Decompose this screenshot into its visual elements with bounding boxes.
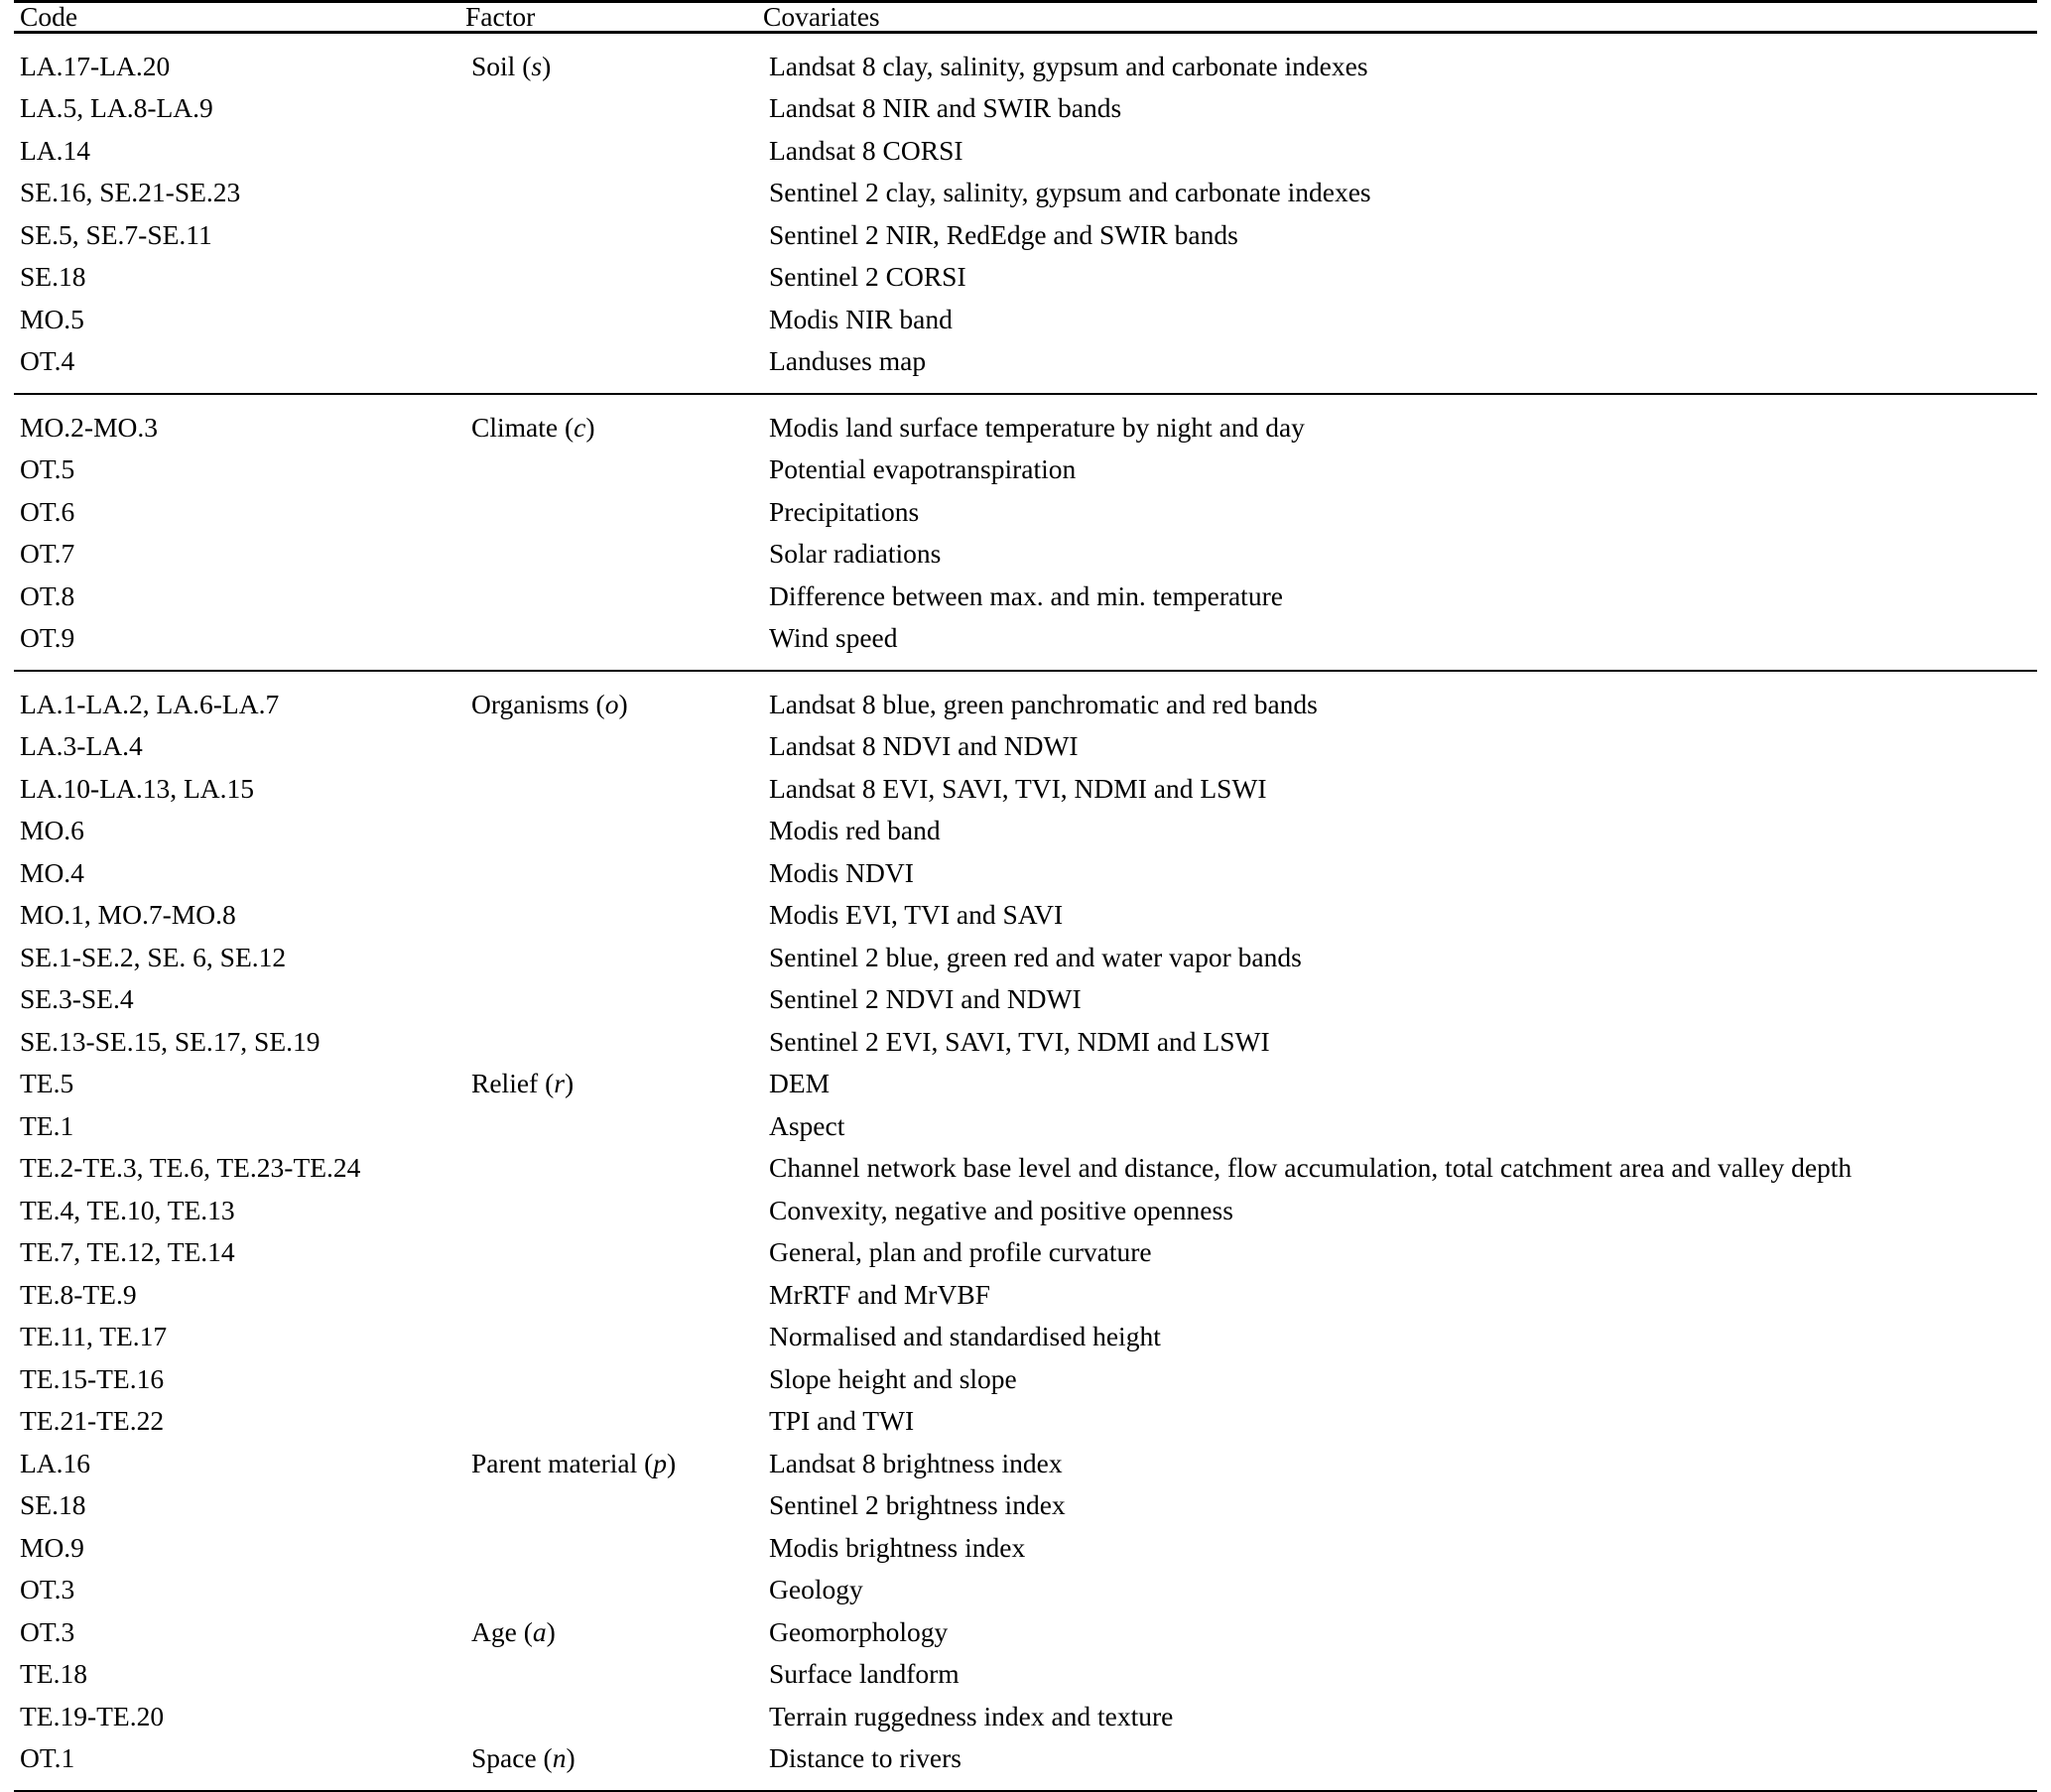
table-row [14,171,2037,213]
code-text: LA.14 [20,134,91,166]
cell-covariate [763,575,2037,617]
factor-text [465,490,763,533]
cell-code [14,1526,465,1569]
cell-covariate [763,851,2037,894]
code-text: TE.21-TE.22 [20,1405,165,1436]
factor-text [465,851,763,894]
cell-covariate [763,129,2037,172]
cell-factor [465,490,763,533]
cell-covariate [763,672,2037,725]
cell-factor [465,672,763,725]
cell-code [14,575,465,617]
table-row [14,616,2037,671]
factor-text [465,1652,763,1695]
covariate-text: Geomorphology [769,1615,949,1647]
cell-code [14,1695,465,1737]
cell-covariate [763,171,2037,213]
code-text: OT.7 [20,538,75,569]
table-row [14,575,2037,617]
code-text: TE.18 [20,1658,87,1689]
cell-factor [465,1483,763,1526]
code-text: TE.5 [20,1068,74,1098]
code-text: SE.1-SE.2, SE. 6, SE.12 [20,941,287,972]
cell-factor [465,1315,763,1357]
code-text: OT.3 [20,1574,75,1604]
cell-covariate [763,616,2037,671]
cell-code [14,1230,465,1273]
factor-symbol: o [604,688,619,719]
code-text: LA.10-LA.13, LA.15 [20,772,255,804]
cell-factor [465,767,763,810]
cell-factor [465,1062,763,1104]
factor-symbol: a [532,1615,547,1647]
covariate-text: TPI and TWI [769,1405,915,1436]
code-text: LA.3-LA.4 [20,730,143,761]
factor-text [465,1568,763,1610]
table-row [14,1315,2037,1357]
cell-covariate [763,767,2037,810]
covariate-text: MrRTF and MrVBF [769,1278,990,1310]
factor-text [465,977,763,1020]
covariate-text: Landsat 8 NDVI and NDWI [769,730,1079,761]
cell-covariate [763,1399,2037,1442]
cell-factor [465,1189,763,1231]
cell-code [14,339,465,394]
cell-factor [465,1357,763,1400]
table-row [14,1062,2037,1104]
cell-covariate [763,32,2037,86]
factor-symbol: r [554,1068,565,1098]
covariate-text: Channel network base level and distance, flow accumulation, total catchment area and valley depth [769,1152,1853,1183]
covariate-text: Normalised and standardised height [769,1321,1161,1351]
covariate-text: Landsat 8 NIR and SWIR bands [769,92,1122,123]
factor-text [465,448,763,490]
table-bottom-rule [14,1791,2037,1792]
code-text: OT.3 [20,1615,75,1647]
code-text: TE.15-TE.16 [20,1362,165,1394]
factor-text [465,171,763,213]
covariate-text: General, plan and profile curvature [769,1236,1152,1267]
cell-factor [465,1273,763,1316]
factor-text [465,255,763,298]
cell-factor [465,1526,763,1569]
cell-code [14,490,465,533]
cell-covariate [763,1652,2037,1695]
table-row [14,395,2037,448]
cell-covariate [763,1189,2037,1231]
covariate-text: Surface landform [769,1658,960,1689]
cell-covariate [763,1146,2037,1189]
table-row [14,1483,2037,1526]
factor-text [465,532,763,575]
cell-code [14,1568,465,1610]
cell-factor [465,1020,763,1063]
factor-symbol: n [552,1742,567,1773]
table-row [14,1357,2037,1400]
cell-covariate [763,1315,2037,1357]
code-text: SE.16, SE.21-SE.23 [20,177,241,207]
covariate-text: Sentinel 2 NDVI and NDWI [769,983,1082,1014]
covariate-text: Landsat 8 clay, salinity, gypsum and carbonate indexes [769,50,1368,81]
covariate-text: Terrain ruggedness index and texture [769,1700,1174,1731]
cell-factor [465,32,763,86]
cell-factor [465,1442,763,1484]
cell-factor [465,213,763,256]
covariate-text: Sentinel 2 brightness index [769,1489,1066,1520]
covariate-text: Sentinel 2 NIR, RedEdge and SWIR bands [769,218,1238,250]
cell-covariate [763,1273,2037,1316]
factor-text [465,1104,763,1147]
table-row [14,1652,2037,1695]
covariate-text: Geology [769,1574,863,1604]
cell-code [14,32,465,86]
cell-covariate [763,86,2037,129]
cell-covariate [763,213,2037,256]
cell-covariate [763,255,2037,298]
code-text: SE.18 [20,1489,86,1520]
cell-covariate [763,809,2037,851]
code-text: OT.4 [20,345,75,376]
cell-code [14,767,465,810]
cell-code [14,532,465,575]
code-text: MO.4 [20,856,84,888]
covariate-text: Aspect [769,1109,845,1141]
factor-text [465,1189,763,1231]
cell-code [14,86,465,129]
covariate-text: Landsat 8 EVI, SAVI, TVI, NDMI and LSWI [769,772,1267,804]
table-row [14,490,2037,533]
cell-code [14,1483,465,1526]
cell-covariate [763,490,2037,533]
factor-text [465,1273,763,1316]
cell-code [14,171,465,213]
factor-text: Organisms (o) [471,688,628,719]
cell-code [14,936,465,978]
cell-code [14,893,465,936]
cell-factor [465,1610,763,1653]
covariate-text: Sentinel 2 blue, green red and water vapor bands [769,941,1302,972]
covariate-text: Landuses map [769,345,927,376]
cell-factor [465,575,763,617]
cell-code [14,255,465,298]
cell-covariate [763,1104,2037,1147]
cell-code [14,1315,465,1357]
table-row [14,32,2037,86]
cell-factor [465,448,763,490]
table-row [14,213,2037,256]
covariate-text: Potential evapotranspiration [769,453,1077,484]
table-row [14,936,2037,978]
covariate-text: Sentinel 2 CORSI [769,261,966,292]
covariate-text: Modis NDVI [769,856,914,888]
cell-factor [465,724,763,767]
table-row [14,977,2037,1020]
table-row [14,1146,2037,1189]
table-row [14,129,2037,172]
factor-text [465,809,763,851]
cell-code [14,448,465,490]
covariate-text: Slope height and slope [769,1362,1017,1394]
cell-covariate [763,1357,2037,1400]
cell-code [14,1736,465,1791]
cell-covariate [763,977,2037,1020]
cell-covariate [763,1610,2037,1653]
column-header-code: Code [20,1,78,32]
table-row [14,339,2037,394]
cell-factor [465,86,763,129]
table-row [14,1189,2037,1231]
table-row [14,1442,2037,1484]
covariate-text: Landsat 8 CORSI [769,134,963,166]
cell-covariate [763,298,2037,340]
cell-code [14,1104,465,1147]
cell-covariate [763,1483,2037,1526]
table-row [14,298,2037,340]
cell-covariate [763,448,2037,490]
table-row [14,809,2037,851]
cell-code [14,1357,465,1400]
cell-code [14,1146,465,1189]
table-row [14,893,2037,936]
cell-covariate [763,532,2037,575]
code-text: SE.18 [20,261,86,292]
code-text: SE.3-SE.4 [20,983,134,1014]
code-text: OT.6 [20,495,75,527]
factor-text: Space (n) [471,1742,576,1773]
table-row [14,532,2037,575]
cell-factor [465,851,763,894]
cell-factor [465,616,763,671]
factor-text [465,1399,763,1442]
cell-factor [465,1104,763,1147]
cell-code [14,672,465,725]
covariate-text: Precipitations [769,495,920,527]
covariate-text: Modis red band [769,815,941,845]
factor-text [465,616,763,659]
cell-factor [465,255,763,298]
table-row [14,724,2037,767]
cell-factor [465,893,763,936]
table-row [14,1273,2037,1316]
table-row [14,1104,2037,1147]
covariate-text: Solar radiations [769,538,942,569]
covariate-text: Landsat 8 blue, green panchromatic and red bands [769,688,1318,719]
code-text: LA.17-LA.20 [20,50,171,81]
factor-text [465,213,763,256]
table-row [14,86,2037,129]
table-row [14,1020,2037,1063]
cell-code [14,298,465,340]
cell-factor [465,1652,763,1695]
factor-text [465,129,763,172]
cell-covariate [763,1062,2037,1104]
cell-covariate [763,1695,2037,1737]
cell-code [14,213,465,256]
cell-covariate [763,339,2037,394]
cell-factor [465,1399,763,1442]
cell-code [14,1273,465,1316]
cell-factor [465,171,763,213]
table-row [14,851,2037,894]
factor-symbol: c [574,411,586,443]
table-row [14,448,2037,490]
cell-factor [465,1230,763,1273]
covariate-text: DEM [769,1068,831,1098]
covariate-text: Distance to rivers [769,1742,961,1773]
cell-covariate [763,1020,2037,1063]
factor-text [465,298,763,340]
cell-code [14,977,465,1020]
covariate-text: Modis brightness index [769,1531,1026,1563]
cell-factor [465,1568,763,1610]
covariate-text: Convexity, negative and positive openness [769,1194,1233,1225]
cell-code [14,1652,465,1695]
cell-code [14,129,465,172]
code-text: SE.5, SE.7-SE.11 [20,218,212,250]
factor-text [465,575,763,617]
code-text: MO.1, MO.7-MO.8 [20,899,236,930]
code-text: TE.1 [20,1109,74,1141]
table-row [14,672,2037,725]
covariate-text: Modis NIR band [769,303,953,334]
code-text: OT.1 [20,1742,75,1773]
cell-code [14,1610,465,1653]
factor-text [465,936,763,978]
cell-covariate [763,1568,2037,1610]
factor-symbol: p [653,1447,667,1478]
table-row [14,1230,2037,1273]
table-row [14,1736,2037,1791]
cell-factor [465,298,763,340]
factor-text [465,1315,763,1357]
cell-code [14,616,465,671]
cell-covariate [763,395,2037,448]
factor-text: Climate (c) [471,411,595,443]
code-text: LA.1-LA.2, LA.6-LA.7 [20,688,280,719]
factor-text [465,339,763,382]
table-row [14,767,2037,810]
table-row [14,1568,2037,1610]
covariate-text: Sentinel 2 clay, salinity, gypsum and carbonate indexes [769,177,1371,207]
cell-code [14,809,465,851]
cell-covariate [763,1736,2037,1791]
covariate-text: Sentinel 2 EVI, SAVI, TVI, NDMI and LSWI [769,1025,1270,1057]
cell-code [14,395,465,448]
covariate-text: Landsat 8 brightness index [769,1447,1063,1478]
covariate-text: Modis land surface temperature by night and day [769,411,1305,443]
cell-factor [465,395,763,448]
factor-text [465,893,763,936]
cell-covariate [763,1230,2037,1273]
code-text: OT.8 [20,579,75,611]
cell-factor [465,809,763,851]
cell-covariate [763,936,2037,978]
cell-code [14,1189,465,1231]
factor-text: Age (a) [471,1615,556,1647]
factor-text: Parent material (p) [471,1447,677,1478]
cell-factor [465,129,763,172]
cell-factor [465,1146,763,1189]
cell-factor [465,977,763,1020]
cell-factor [465,1695,763,1737]
factor-text: Soil (s) [471,50,552,81]
covariate-text: Modis EVI, TVI and SAVI [769,899,1064,930]
table-row [14,1695,2037,1737]
cell-factor [465,339,763,394]
factor-text [465,1146,763,1189]
code-text: LA.16 [20,1447,91,1478]
factor-text [465,1483,763,1526]
code-text: LA.5, LA.8-LA.9 [20,92,213,123]
code-text: MO.2-MO.3 [20,411,159,443]
cell-code [14,1020,465,1063]
cell-covariate [763,1442,2037,1484]
factor-text [465,1020,763,1063]
table-row [14,1526,2037,1569]
table-header [14,2,2037,33]
table-row [14,255,2037,298]
factor-text [465,1695,763,1737]
code-text: MO.5 [20,303,84,334]
cell-factor [465,1736,763,1791]
covariates-table [14,0,2037,1792]
table-body [14,32,2037,1792]
code-text: TE.4, TE.10, TE.13 [20,1194,235,1225]
code-text: TE.8-TE.9 [20,1278,137,1310]
cell-code [14,851,465,894]
cell-factor [465,936,763,978]
factor-text [465,1230,763,1273]
table-row [14,1610,2037,1653]
cell-covariate [763,724,2037,767]
cell-code [14,1442,465,1484]
cell-code [14,724,465,767]
table-header-row [14,2,2037,33]
factor-text [465,86,763,129]
code-text: MO.6 [20,815,84,845]
factor-text: Relief (r) [471,1068,575,1098]
factor-symbol: s [531,50,543,81]
code-text: MO.9 [20,1531,84,1563]
code-text: TE.11, TE.17 [20,1321,168,1351]
cell-covariate [763,893,2037,936]
cell-covariate [763,1526,2037,1569]
cell-factor [465,532,763,575]
factor-text [465,767,763,810]
covariate-text: Wind speed [769,622,898,653]
covariate-text: Difference between max. and min. temperature [769,579,1283,611]
code-text: OT.9 [20,622,75,653]
column-header-covariates: Covariates [763,1,880,32]
cell-code [14,1062,465,1104]
code-text: TE.19-TE.20 [20,1700,165,1731]
column-header-factor: Factor [465,1,536,32]
factor-text [465,1357,763,1400]
code-text: SE.13-SE.15, SE.17, SE.19 [20,1025,320,1057]
code-text: TE.2-TE.3, TE.6, TE.23-TE.24 [20,1152,361,1183]
code-text: TE.7, TE.12, TE.14 [20,1236,235,1267]
factor-text [465,724,763,767]
factor-text [465,1526,763,1569]
cell-code [14,1399,465,1442]
code-text: OT.5 [20,453,75,484]
table-row [14,1399,2037,1442]
